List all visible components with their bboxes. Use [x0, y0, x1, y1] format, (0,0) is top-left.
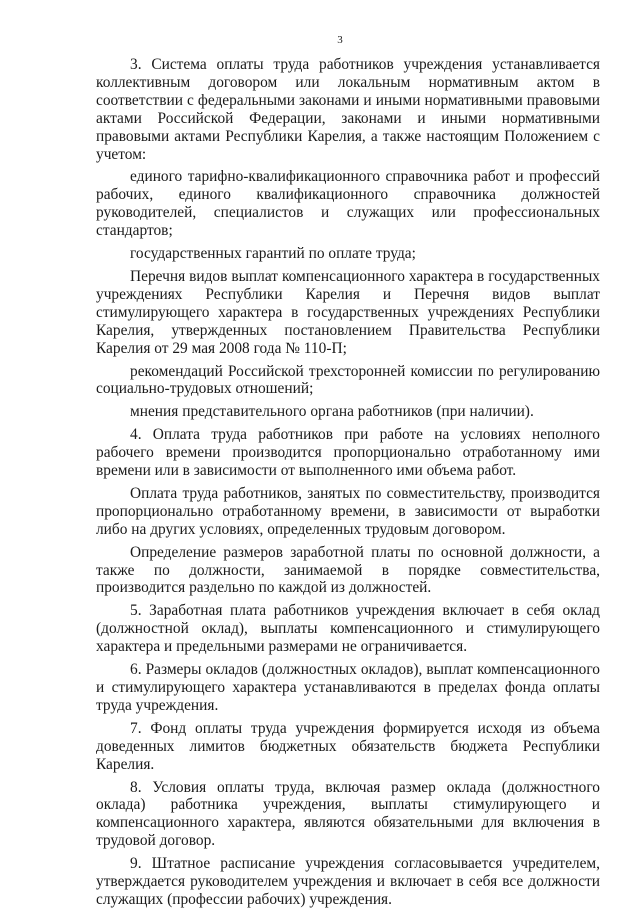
- paragraph-7-wage-fund: 7. Фонд оплаты труда учреждения формируется исходя из объема доведенных лимитов бюджетных обязательств бюджета Республики Карелия.: [96, 719, 600, 773]
- paragraph-9-staff-schedule: 9. Штатное расписание учреждения согласовывается учредителем, утверждается руководителем учреждения и включает в себя все должности служащих (профессии рабочих) учреждения.: [96, 855, 600, 908]
- paragraph-5-salary-composition: 5. Заработная плата работников учреждения включает в себя оклад (должностной оклад), выплаты компенсационного и стимулирующего характера и предельными размерами не ограничивается.: [96, 602, 600, 656]
- page-number: 3: [337, 34, 343, 46]
- paragraph-representative-opinion: мнения представительного органа работников (при наличии).: [130, 403, 534, 421]
- paragraph-salary-per-position: Определение размеров заработной платы по основной должности, а также по должности, занимаемой в порядке совместительства, производится раздельно по каждой из должностей.: [96, 543, 600, 597]
- paragraph-tariff-reference: единого тарифно-квалификационного справочника работ и профессий рабочих, единого квалификационного справочника должностей руководителей, специалистов и служащих или профессиональных стандартов;: [96, 168, 600, 240]
- paragraph-combined-jobs: Оплата труда работников, занятых по совместительству, производится пропорционально отработанному времени, в зависимости от выработки либо на других условиях, определенных трудовым договором.: [96, 484, 600, 538]
- paragraph-8-employment-contract: 8. Условия оплаты труда, включая размер оклада (должностного оклада) работника учреждения, выплаты стимулирующего и компенсационного характера, являются обязательными для включения в трудовой договор.: [96, 778, 600, 850]
- document-body: [96, 56, 600, 914]
- paragraph-payment-lists: Перечня видов выплат компенсационного характера в государственных учреждениях Республики Карелия и Перечня видов выплат стимулирующего характера в государственных учреждениях Республики Карелия, утвержденных постановлением Правительства Республики Карелия от 29 мая 2008 года № 110-П;: [96, 267, 600, 357]
- paragraph-3-wage-system: 3. Система оплаты труда работников учреждения устанавливается коллективным договором или локальным нормативным актом в соответствии с федеральными законами и иными нормативными правовыми актами Российской Федерации, законами и иными нормативными правовыми актами Республики Карелия, а также настоящим Положением с учетом:: [96, 56, 600, 163]
- paragraph-6-salary-limits: 6. Размеры окладов (должностных окладов), выплат компенсационного и стимулирующего характера устанавливаются в пределах фонда оплаты труда учреждения.: [96, 661, 600, 714]
- paragraph-state-guarantees: государственных гарантий по оплате труда;: [130, 245, 416, 263]
- paragraph-tripartite-commission: рекомендаций Российской трехсторонней комиссии по регулированию социально-трудовых отношений;: [96, 362, 600, 398]
- paragraph-4-part-time: 4. Оплата труда работников при работе на условиях неполного рабочего времени производится пропорционально отработанному ими времени или в зависимости от выполненного ими объема работ.: [96, 426, 600, 480]
